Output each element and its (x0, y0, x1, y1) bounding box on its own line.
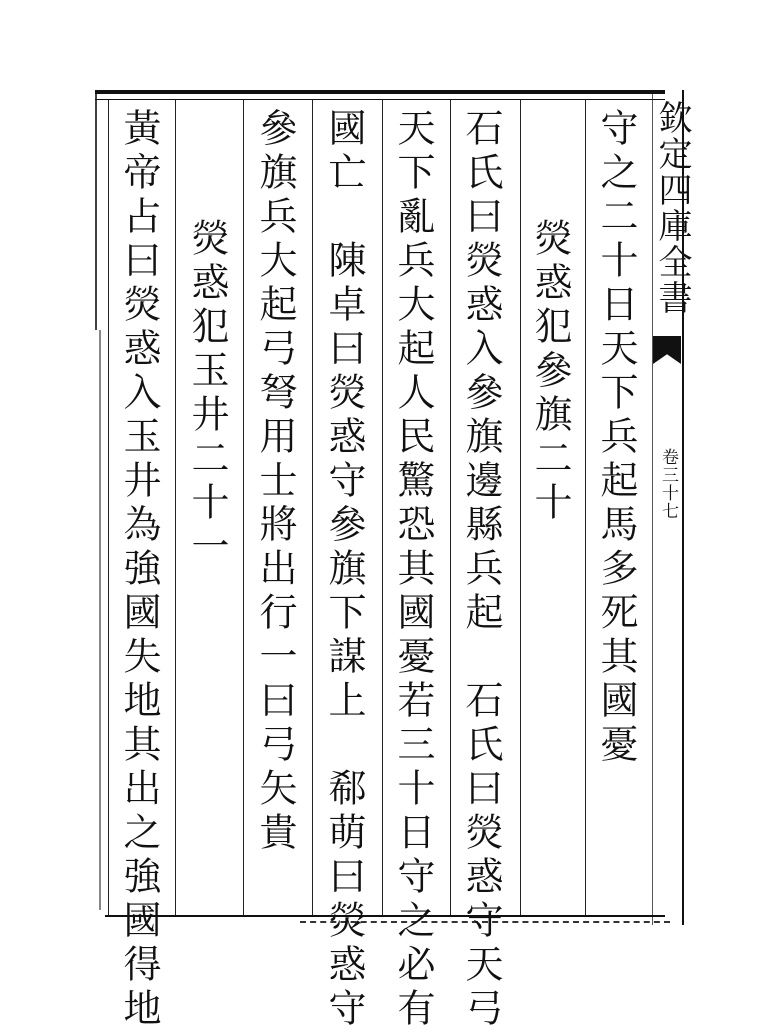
bottom-border (105, 915, 665, 917)
column-separator (450, 100, 451, 915)
text-column-6: 參旗兵大起弓弩用士將出行一曰弓矢貴 (253, 108, 297, 856)
column-separator (108, 100, 109, 915)
top-border-inner (95, 99, 665, 100)
text-column-5: 國亡 陳卓曰熒惑守參旗下謀上 郗萌曰熒惑守 (322, 108, 366, 1032)
top-border (95, 90, 665, 94)
text-column-7-heading: 熒惑犯玉井二十一 (185, 218, 229, 570)
column-separator (585, 100, 586, 915)
text-column-8: 黃帝占曰熒惑入玉井為強國失地其出之強國得地 (117, 108, 161, 1032)
text-column-1: 守之二十日天下兵起馬多死其國憂 (594, 108, 638, 768)
book-title: 欽定四庫全書 (652, 100, 692, 316)
text-column-3: 石氏曰熒惑入參旗邊縣兵起 石氏曰熒惑守天弓 (459, 108, 503, 1032)
volume-number: 卷三十七 (658, 448, 678, 520)
column-separator (175, 100, 176, 915)
left-border-lower (99, 330, 101, 910)
left-border (95, 90, 97, 330)
column-separator (382, 100, 383, 915)
column-separator (243, 100, 244, 915)
column-separator (312, 100, 313, 915)
fish-tail-mark-icon (653, 336, 681, 364)
column-separator (520, 100, 521, 915)
text-column-4: 天下亂兵大起人民驚恐其國憂若三十日守之必有 (391, 108, 435, 1032)
text-column-2-heading: 熒惑犯參旗二十 (528, 218, 572, 526)
